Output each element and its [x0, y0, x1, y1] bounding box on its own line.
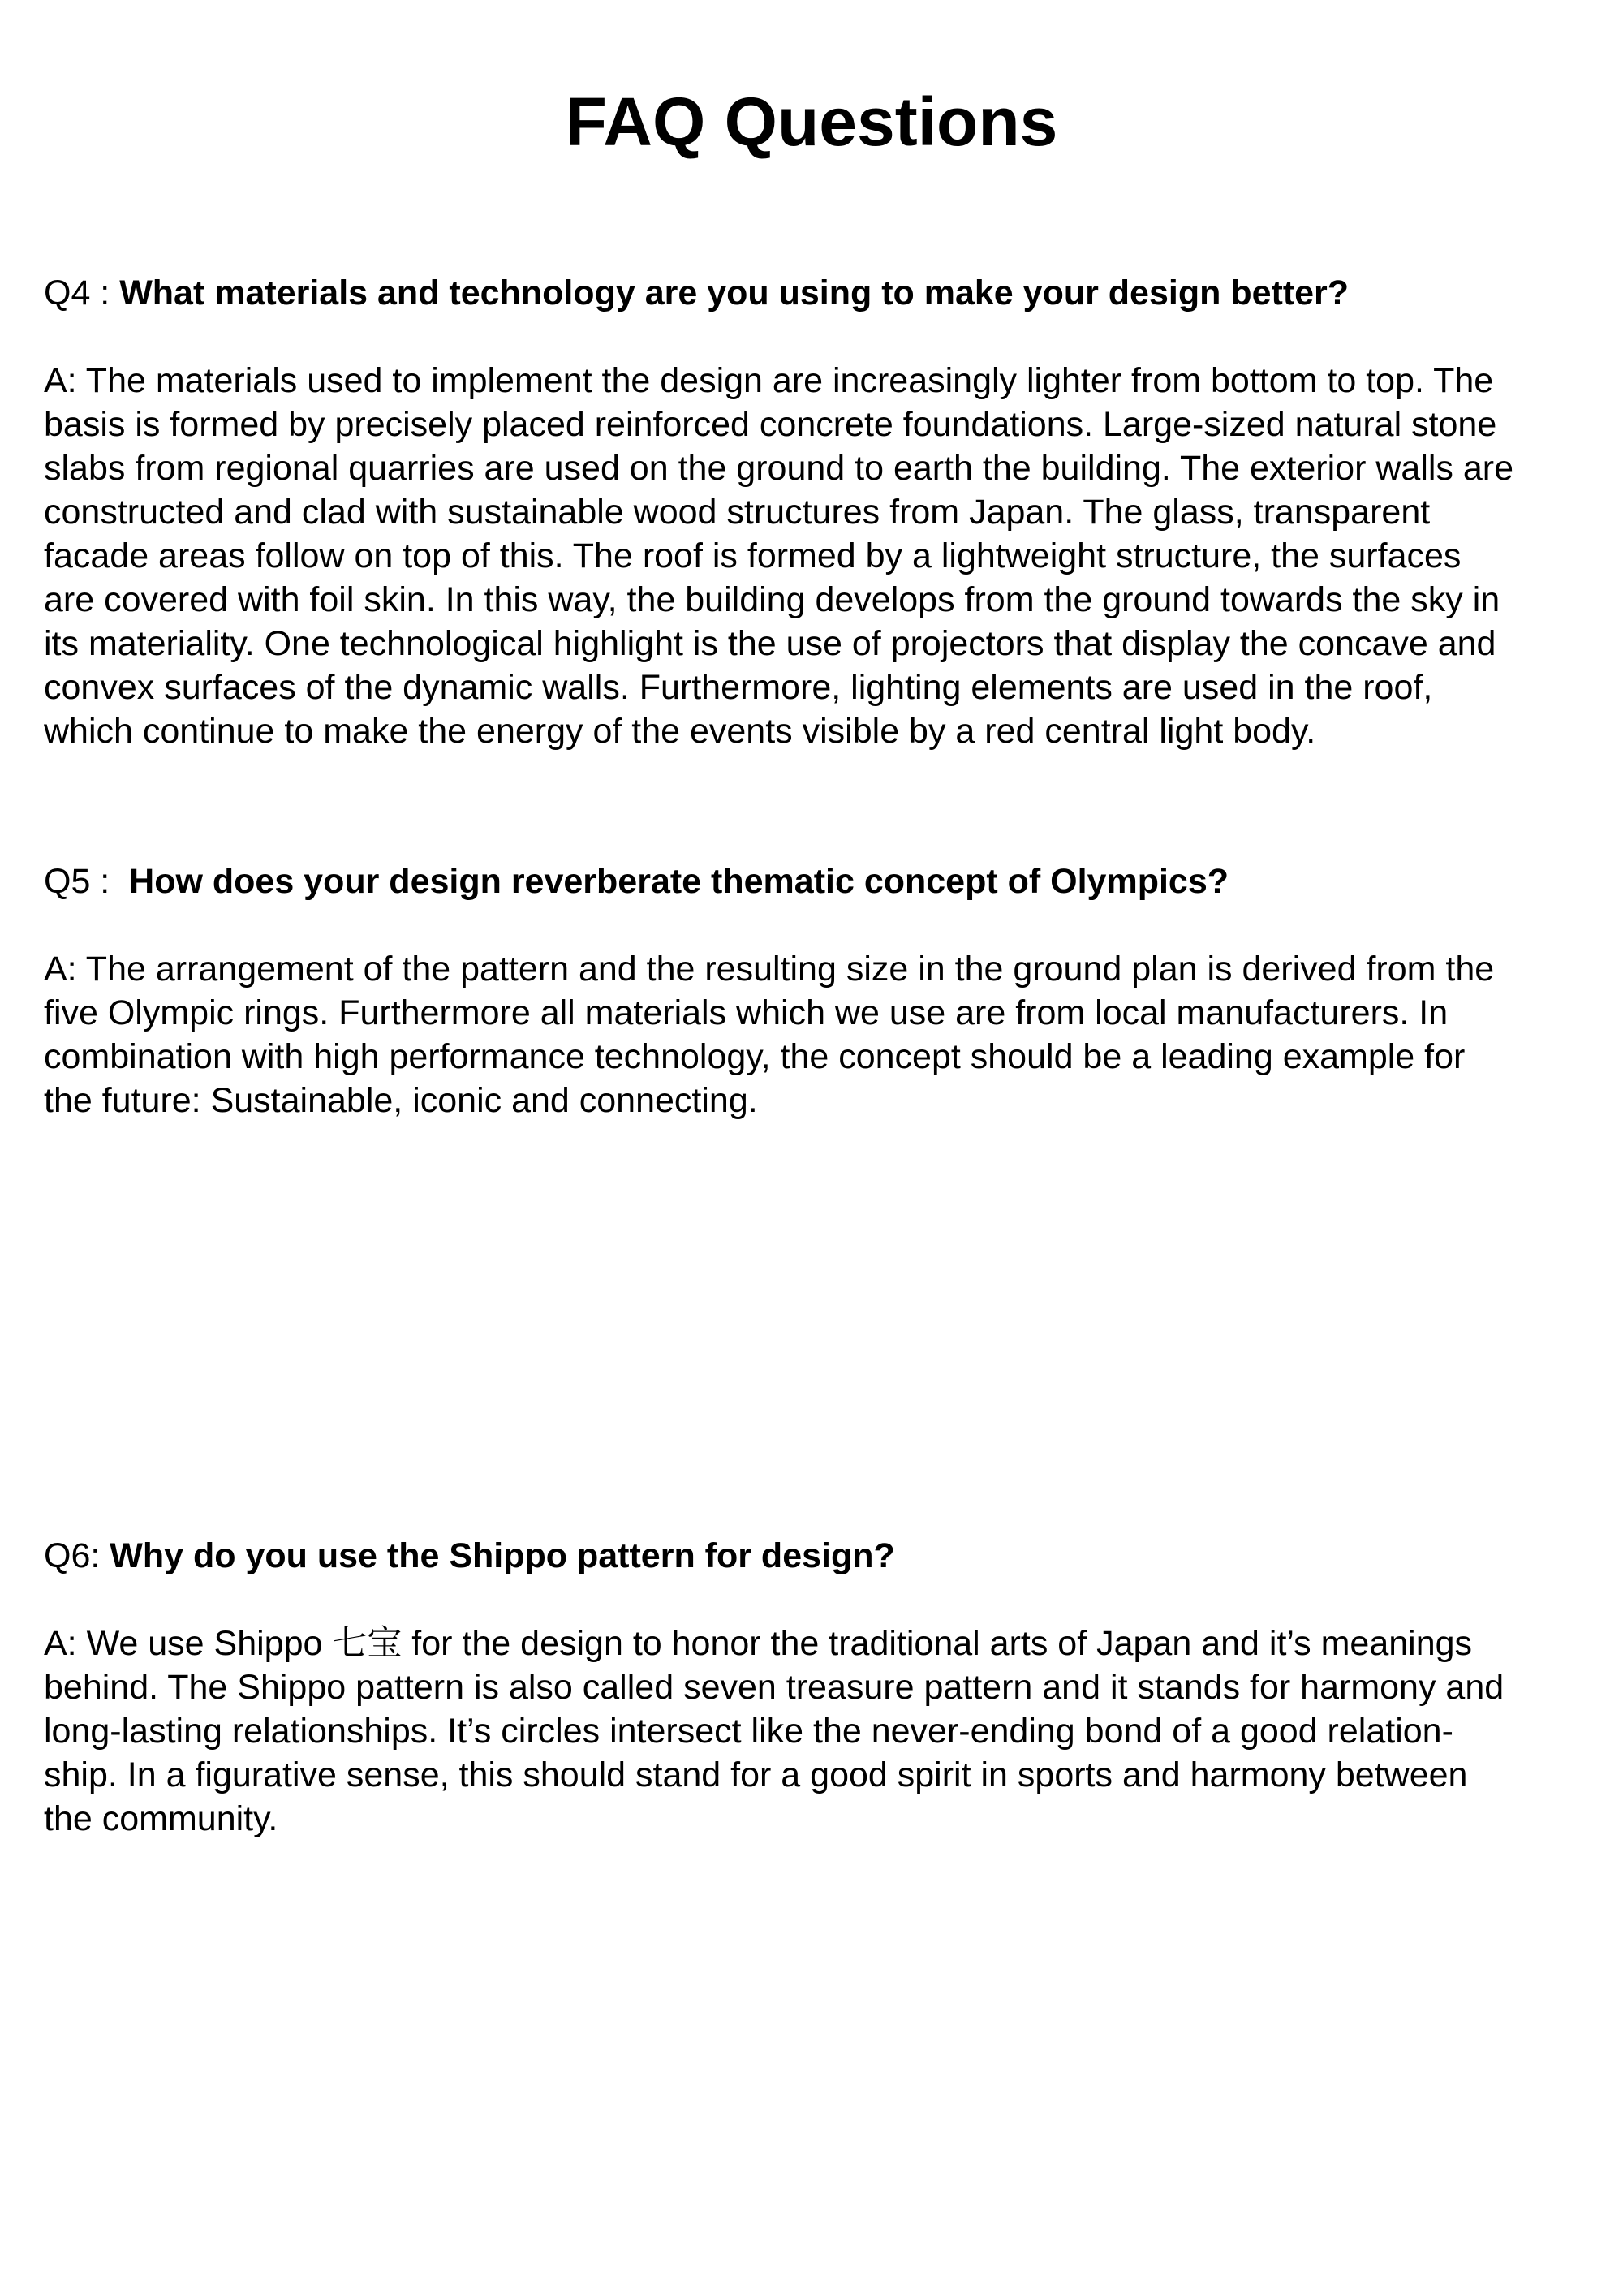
faq-answer: [44, 359, 1586, 753]
answer-line: slabs from regional quarries are used on the ground to earth the building. The exterior walls are: [44, 449, 1514, 488]
faq-answer: [44, 947, 1586, 1122]
faq-question: [44, 1534, 1586, 1578]
answer-line: A: The materials used to implement the design are increasingly lighter from bottom to top. The: [44, 361, 1494, 400]
faq-item-q4: [44, 271, 1586, 753]
faq-answer: [44, 1622, 1586, 1841]
answer-line: are covered with foil skin. In this way, the building develops from the ground towards the sky in: [44, 580, 1500, 619]
question-prefix: Q5 :: [44, 862, 130, 901]
answer-line: A: The arrangement of the pattern and the resulting size in the ground plan is derived from the: [44, 950, 1495, 989]
answer-line: constructed and clad with sustainable wood structures from Japan. The glass, transparent: [44, 493, 1431, 532]
faq-item-q6: [44, 1534, 1586, 1841]
answer-line: convex surfaces of the dynamic walls. Furthermore, lighting elements are used in the roof,: [44, 668, 1433, 707]
question-text: What materials and technology are you using to make your design better?: [119, 274, 1350, 312]
answer-line: five Olympic rings. Furthermore all materials which we use are from local manufacturers. In: [44, 993, 1449, 1032]
answer-line: long-lasting relationships. It’s circles intersect like the never-ending bond of a good relation-: [44, 1712, 1453, 1751]
answer-line: which continue to make the energy of the events visible by a red central light body.: [44, 712, 1316, 751]
question-text: How does your design reverberate thematic concept of Olympics?: [129, 862, 1229, 901]
answer-line: ship. In a figurative sense, this should stand for a good spirit in sports and harmony between: [44, 1755, 1468, 1794]
question-prefix: Q4 :: [44, 274, 120, 312]
answer-line: the community.: [44, 1799, 278, 1838]
answer-line: basis is formed by precisely placed reinforced concrete foundations. Large-sized natural stone: [44, 405, 1497, 444]
answer-line: facade areas follow on top of this. The roof is formed by a lightweight structure, the surfaces: [44, 536, 1462, 575]
answer-line: its materiality. One technological highlight is the use of projectors that display the concave and: [44, 624, 1496, 663]
question-prefix: Q6:: [44, 1536, 110, 1575]
answer-line: the future: Sustainable, iconic and connecting.: [44, 1081, 758, 1120]
question-text: Why do you use the Shippo pattern for design?: [110, 1536, 895, 1575]
faq-question: [44, 271, 1586, 315]
answer-line: A: We use Shippo 七宝 for the design to honor the traditional arts of Japan and it’s meanings: [44, 1624, 1473, 1663]
answer-line: combination with high performance technology, the concept should be a leading example for: [44, 1037, 1466, 1076]
page-title: FAQ Questions: [565, 84, 1058, 160]
faq-question: [44, 859, 1586, 903]
faq-item-q5: [44, 859, 1586, 1122]
answer-line: behind. The Shippo pattern is also called seven treasure pattern and it stands for harmony and: [44, 1668, 1505, 1707]
